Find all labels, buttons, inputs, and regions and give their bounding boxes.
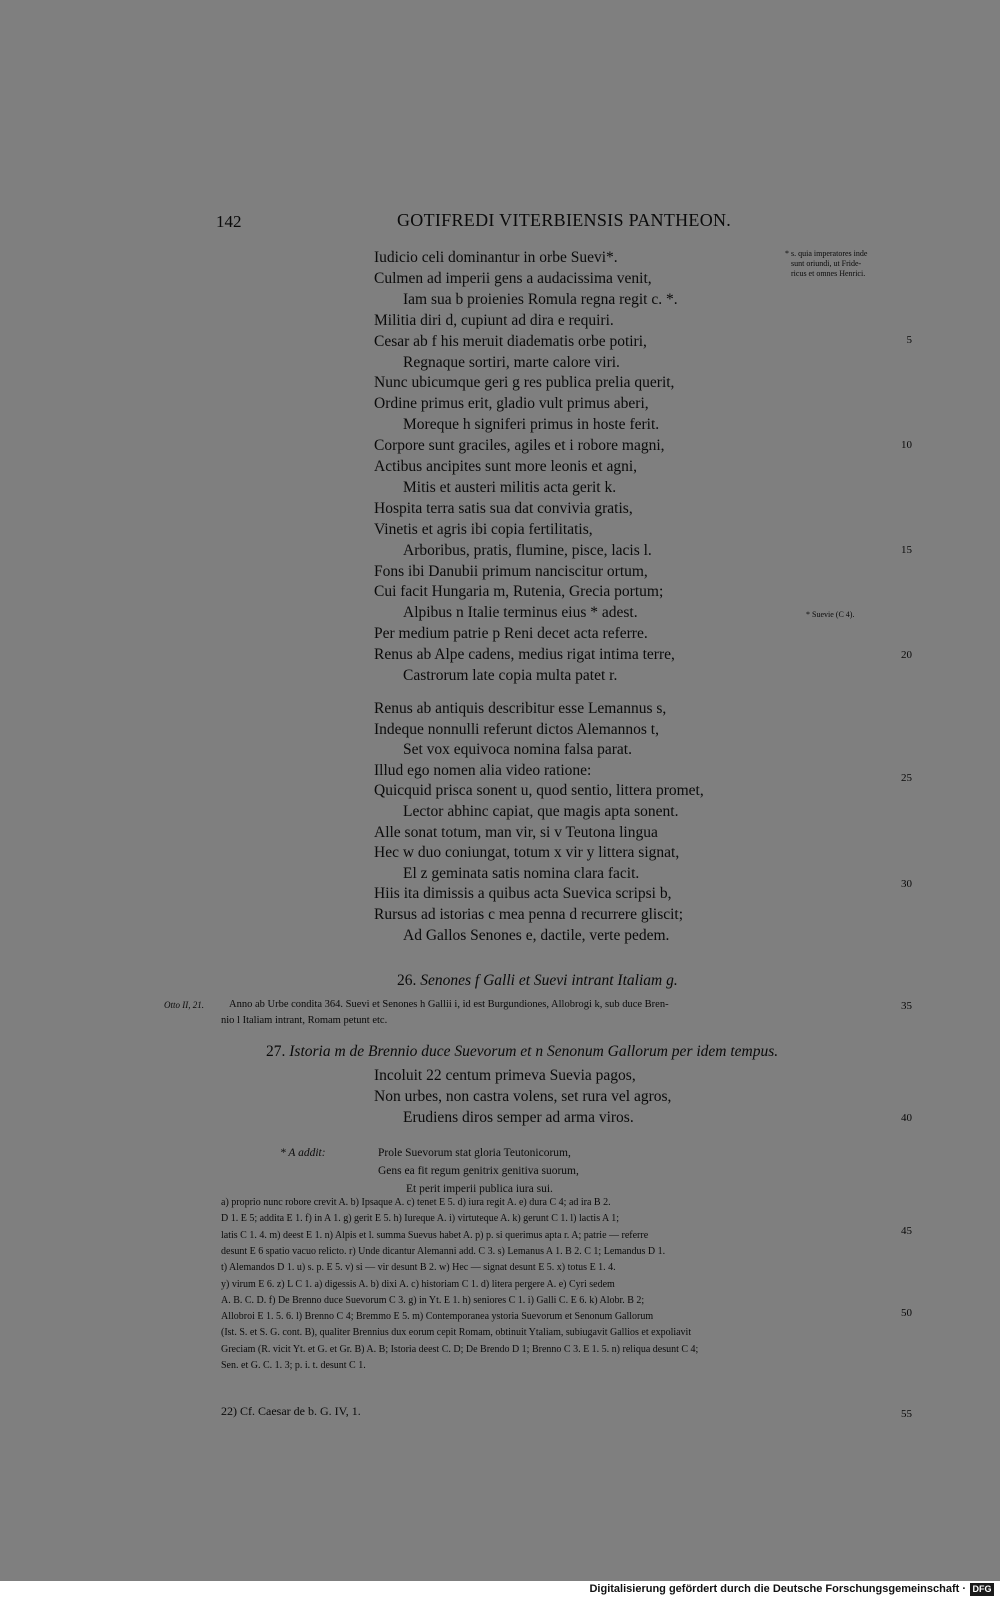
verse-line: Renus ab Alpe cadens, medius rigat intima terre, bbox=[374, 646, 675, 664]
verse-line: Nunc ubicumque geri g res publica prelia querit, bbox=[374, 374, 675, 392]
prose-line: Anno ab Urbe condita 364. Suevi et Senones h Gallii i, id est Burgundiones, Allobrogi k, sub duce Bren- bbox=[229, 999, 669, 1010]
apparatus-line: A. B. C. D. f) De Brenno duce Suevorum C 3. g) in Yt. E 1. h) seniores C 1. i) Galli C. E 6. k) Alobr. B 2; bbox=[221, 1294, 645, 1306]
line-number: 40 bbox=[901, 1112, 912, 1124]
dfg-credit: Digitalisierung gefördert durch die Deutsche Forschungsgemeinschaft · bbox=[589, 1583, 966, 1595]
section-26-heading bbox=[397, 972, 678, 990]
prose-line: nio l Italiam intrant, Romam petunt etc. bbox=[221, 1015, 388, 1026]
page-number: 142 bbox=[216, 212, 242, 231]
line-number: 20 bbox=[901, 649, 912, 661]
line-number: 25 bbox=[901, 772, 912, 784]
line-number: 50 bbox=[901, 1307, 912, 1319]
section-title: Istoria m de Brennio duce Suevorum et n Senonum Gallorum per idem tempus. bbox=[289, 1043, 779, 1060]
verse-line: Moreque h signiferi primus in hoste ferit. bbox=[403, 416, 660, 434]
verse-line: Iam sua b proienies Romula regna regit c. *. bbox=[403, 290, 678, 308]
verse-line: Ordine primus erit, gladio vult primus aberi, bbox=[374, 395, 649, 413]
section-number: 27. bbox=[266, 1043, 286, 1060]
verse-line: Militia diri d, cupiunt ad dira e requiri. bbox=[374, 311, 614, 329]
line-number: 55 bbox=[901, 1408, 912, 1420]
section-27-heading bbox=[266, 1043, 778, 1061]
verse-line: Actibus ancipites sunt more leonis et agni, bbox=[374, 458, 638, 475]
verse-line: Alle sonat totum, man vir, si v Teutona lingua bbox=[374, 823, 658, 841]
line-number: 10 bbox=[901, 439, 912, 451]
margin-note-line: ricus et omnes Henrici. bbox=[791, 269, 866, 278]
running-title: GOTIFREDI VITERBIENSIS PANTHEON. bbox=[397, 210, 732, 230]
line-number: 45 bbox=[901, 1225, 912, 1237]
verse-line: Vinetis et agris ibi copia fertilitatis, bbox=[374, 520, 593, 538]
verse-line: Ad Gallos Senones e, dactile, verte pedem. bbox=[403, 926, 670, 944]
addit-line: Prole Suevorum stat gloria Teutonicorum, bbox=[378, 1147, 571, 1159]
dfg-logo-icon: DFG bbox=[970, 1583, 994, 1596]
verse-line: Mitis et austeri militis acta gerit k. bbox=[403, 478, 617, 496]
apparatus-line: y) virum E 6. z) L C 1. a) digessis A. b) dixi A. c) historiam C 1. d) litera pergere A. e) Cyri sedem bbox=[221, 1278, 615, 1290]
verse-line: Quicquid prisca sonent u, quod sentio, littera promet, bbox=[374, 782, 704, 800]
side-reference: Otto II, 21. bbox=[164, 1000, 204, 1010]
apparatus-line: t) Alemandos D 1. u) s. p. E 5. v) si — vir desunt B 2. w) Hec — signat desunt E 5. x) totus E 1. 4. bbox=[221, 1262, 616, 1274]
verse-line: Set vox equivoca nomina falsa parat. bbox=[403, 741, 632, 759]
verse-line: Fons ibi Danubii primum nanciscitur ortum, bbox=[374, 562, 648, 580]
verse-line: Erudiens diros semper ad arma viros. bbox=[403, 1109, 634, 1126]
apparatus-line: a) proprio nunc robore crevit A. b) Ipsaque A. c) tenet E 5. d) iura regit A. e) dura C 4; ad ira B 2. bbox=[221, 1197, 611, 1208]
line-number: 15 bbox=[901, 544, 912, 556]
verse-line: Hospita terra satis sua dat convivia gratis, bbox=[374, 499, 633, 517]
addit-label: * A addit: bbox=[280, 1147, 326, 1159]
apparatus-line: desunt E 6 spatio vacuo relicto. r) Unde dicantur Alemanni add. C 3. s) Lemanus A 1. B 2. C 1; Lemandus D 1. bbox=[221, 1245, 666, 1257]
addit-line: Et perit imperii publica iura sui. bbox=[406, 1183, 553, 1195]
addit-line: Gens ea fit regum genitrix genitiva suorum, bbox=[378, 1165, 579, 1177]
margin-note-line: * s. quia imperatores inde bbox=[785, 249, 868, 258]
verse-line: Regnaque sortiri, marte calore viri. bbox=[403, 353, 620, 371]
verse-line: Per medium patrie p Reni decet acta referre. bbox=[374, 625, 648, 643]
margin-note-2: * Suevie (C 4). bbox=[806, 610, 855, 619]
section-title: Senones f Galli et Suevi intrant Italiam g. bbox=[420, 972, 678, 989]
verse-line: Hec w duo coniungat, totum x vir y littera signat, bbox=[374, 844, 680, 862]
apparatus-line: (Ist. S. et S. G. cont. B), qualiter Brennius dux eorum cepit Romam, obtinuit Ytaliam, subiugavit Gallios et expoliavit bbox=[221, 1327, 692, 1339]
verse-line: Incoluit 22 centum primeva Suevia pagos, bbox=[374, 1067, 636, 1084]
margin-note-line: sunt oriundi, ut Fride- bbox=[791, 259, 862, 268]
verse-line: Castrorum late copia multa patet r. bbox=[403, 667, 618, 684]
verse-line: Arboribus, pratis, flumine, pisce, lacis l. bbox=[403, 541, 652, 559]
apparatus-line: latis C 1. 4. m) deest E 1. n) Alpis et l. summa Suevus habet A. p) p. si querimus apta r. A; patrie — referre bbox=[221, 1229, 649, 1241]
verse-line: Culmen ad imperii gens a audacissima venit, bbox=[374, 269, 652, 287]
line-number: 30 bbox=[901, 878, 912, 890]
verse-line: Rursus ad istorias c mea penna d recurrere gliscit; bbox=[374, 906, 684, 923]
verse-line: Iudicio celi dominantur in orbe Suevi*. bbox=[374, 249, 618, 266]
apparatus-line: Allobroi E 1. 5. 6. l) Brenno C 4; Bremmo E 5. m) Contemporanea ystoria Suevorum et Senonum Gallorum bbox=[221, 1311, 654, 1323]
verse-line: El z geminata satis nomina clara facit. bbox=[403, 864, 640, 882]
verse-line: Corpore sunt graciles, agiles et i robore magni, bbox=[374, 437, 665, 455]
verse-line: Hiis ita dimissis a quibus acta Suevica scripsi b, bbox=[374, 885, 672, 903]
line-number: 35 bbox=[901, 1000, 912, 1012]
line-number: 5 bbox=[906, 334, 912, 346]
verse-line: Alpibus n Italie terminus eius * adest. bbox=[403, 604, 638, 622]
verse-line: Lector abhinc capiat, que magis apta sonent. bbox=[403, 803, 679, 820]
verse-line: Illud ego nomen alia video ratione: bbox=[374, 761, 592, 779]
apparatus-line: Sen. et G. C. 1. 3; p. i. t. desunt C 1. bbox=[221, 1360, 366, 1371]
verse-line: Cesar ab f his meruit diadematis orbe potiri, bbox=[374, 332, 647, 350]
apparatus-line: D 1. E 5; addita E 1. f) in A 1. g) gerit E 5. h) Iureque A. i) virtuteque A. k) gerunt C 1. l) lactis A 1; bbox=[221, 1213, 619, 1225]
apparatus-line: Greciam (R. vicit Yt. et G. et Gr. B) A. B; Istoria deest C. D; De Brendo D 1; Brenno C 3. E 1. 5. n) reliqua desunt C 4; bbox=[221, 1343, 699, 1355]
verse-line: Indeque nonnulli referunt dictos Alemannos t, bbox=[374, 720, 659, 738]
verse-line: Non urbes, non castra volens, set rura vel agros, bbox=[374, 1088, 672, 1105]
verse-line: Cui facit Hungaria m, Rutenia, Grecia portum; bbox=[374, 583, 664, 601]
footnote: 22) Cf. Caesar de b. G. IV, 1. bbox=[221, 1404, 361, 1418]
section-number: 26. bbox=[397, 972, 417, 989]
verse-line: Renus ab antiquis describitur esse Lemannus s, bbox=[374, 700, 667, 717]
